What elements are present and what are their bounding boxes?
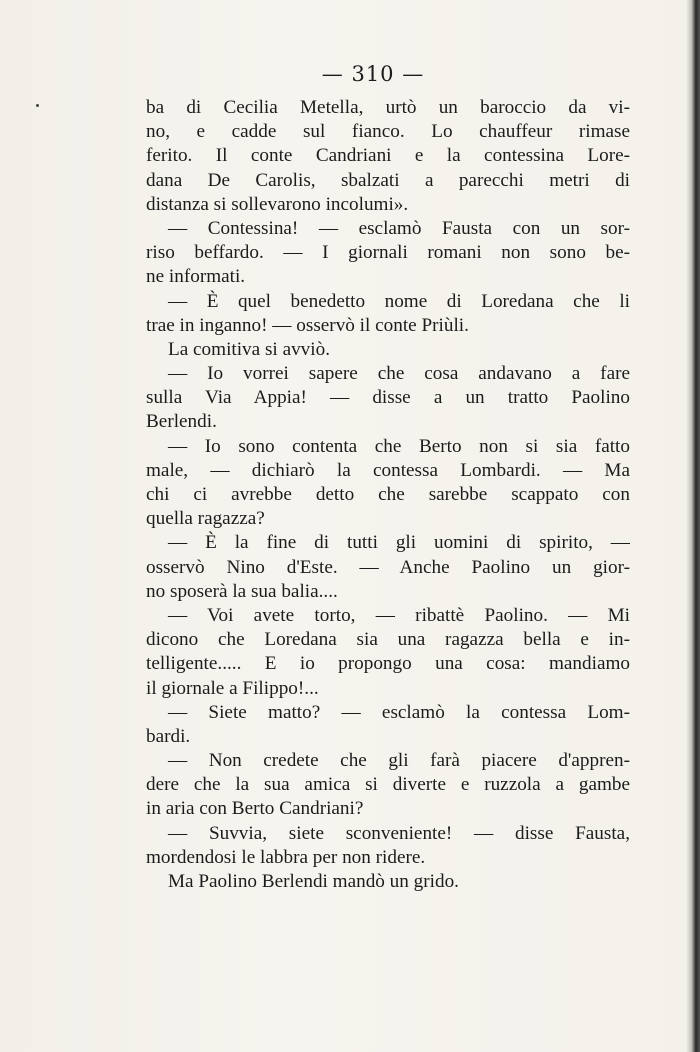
page-body-text (146, 96, 630, 894)
text-line: — Io vorrei sapere che cosa andavano a fare (168, 363, 630, 385)
text-line: dere che la sua amica si diverte e ruzzola a gambe (146, 774, 630, 796)
text-line: trae in inganno! — osservò il conte Priùli. (146, 314, 469, 336)
text-line: no sposerà la sua balia.... (146, 580, 338, 602)
text-line: ba di Cecilia Metella, urtò un baroccio da vi- (146, 97, 630, 118)
text-line: — Non credete che gli farà piacere d'appren- (168, 750, 630, 772)
text-line: distanza si sollevarono incolumi». (146, 193, 409, 215)
page-number-header (0, 62, 700, 86)
text-line: chi ci avrebbe detto che sarebbe scappato con (146, 484, 630, 505)
text-line: mordendosi le labbra per non ridere. (146, 846, 426, 868)
text-line: ne informati. (146, 266, 246, 288)
text-line: osservò Nino d'Este. — Anche Paolino un gior- (146, 556, 630, 578)
text-line: La comitiva si avviò. (168, 338, 330, 360)
page-number: — 310 — (321, 62, 425, 86)
text-line: dicono che Loredana sia una ragazza bella e in- (146, 629, 630, 651)
text-line: — Voi avete torto, — ribattè Paolino. — Mi (168, 604, 630, 626)
text-line: — Io sono contenta che Berto non si sia fatto (168, 435, 630, 457)
text-line: sulla Via Appia! — disse a un tratto Paolino (146, 387, 630, 409)
text-line: ferito. Il conte Candriani e la contessina Lore- (146, 145, 630, 167)
text-line: — Siete matto? — esclamò la contessa Lom- (168, 701, 630, 723)
text-line: in aria con Berto Candriani? (146, 798, 364, 820)
text-line: il giornale a Filippo!... (146, 677, 319, 699)
text-line: — È quel benedetto nome di Loredana che li (168, 290, 630, 312)
text-line: — È la fine di tutti gli uomini di spirito, — (168, 532, 630, 554)
text-line: dana De Carolis, sbalzati a parecchi metri di (146, 169, 630, 191)
text-line: quella ragazza? (146, 508, 265, 530)
text-line: Ma Paolino Berlendi mandò un grido. (168, 871, 459, 892)
page-edge-shadow (686, 0, 700, 1052)
text-line: male, — dichiarò la contessa Lombardi. — Ma (146, 459, 630, 481)
text-line: no, e cadde sul fianco. Lo chauffeur rimase (146, 121, 630, 143)
ink-speck (36, 104, 39, 107)
text-line: bardi. (146, 725, 191, 747)
text-line: telligente..... E io propongo una cosa: mandiamo (146, 653, 630, 675)
text-line: riso beffardo. — I giornali romani non sono be- (146, 242, 630, 264)
text-line: Berlendi. (146, 411, 217, 433)
text-line: — Suvvia, siete sconveniente! — disse Fausta, (168, 822, 630, 844)
text-line: — Contessina! — esclamò Fausta con un sor- (168, 217, 630, 239)
